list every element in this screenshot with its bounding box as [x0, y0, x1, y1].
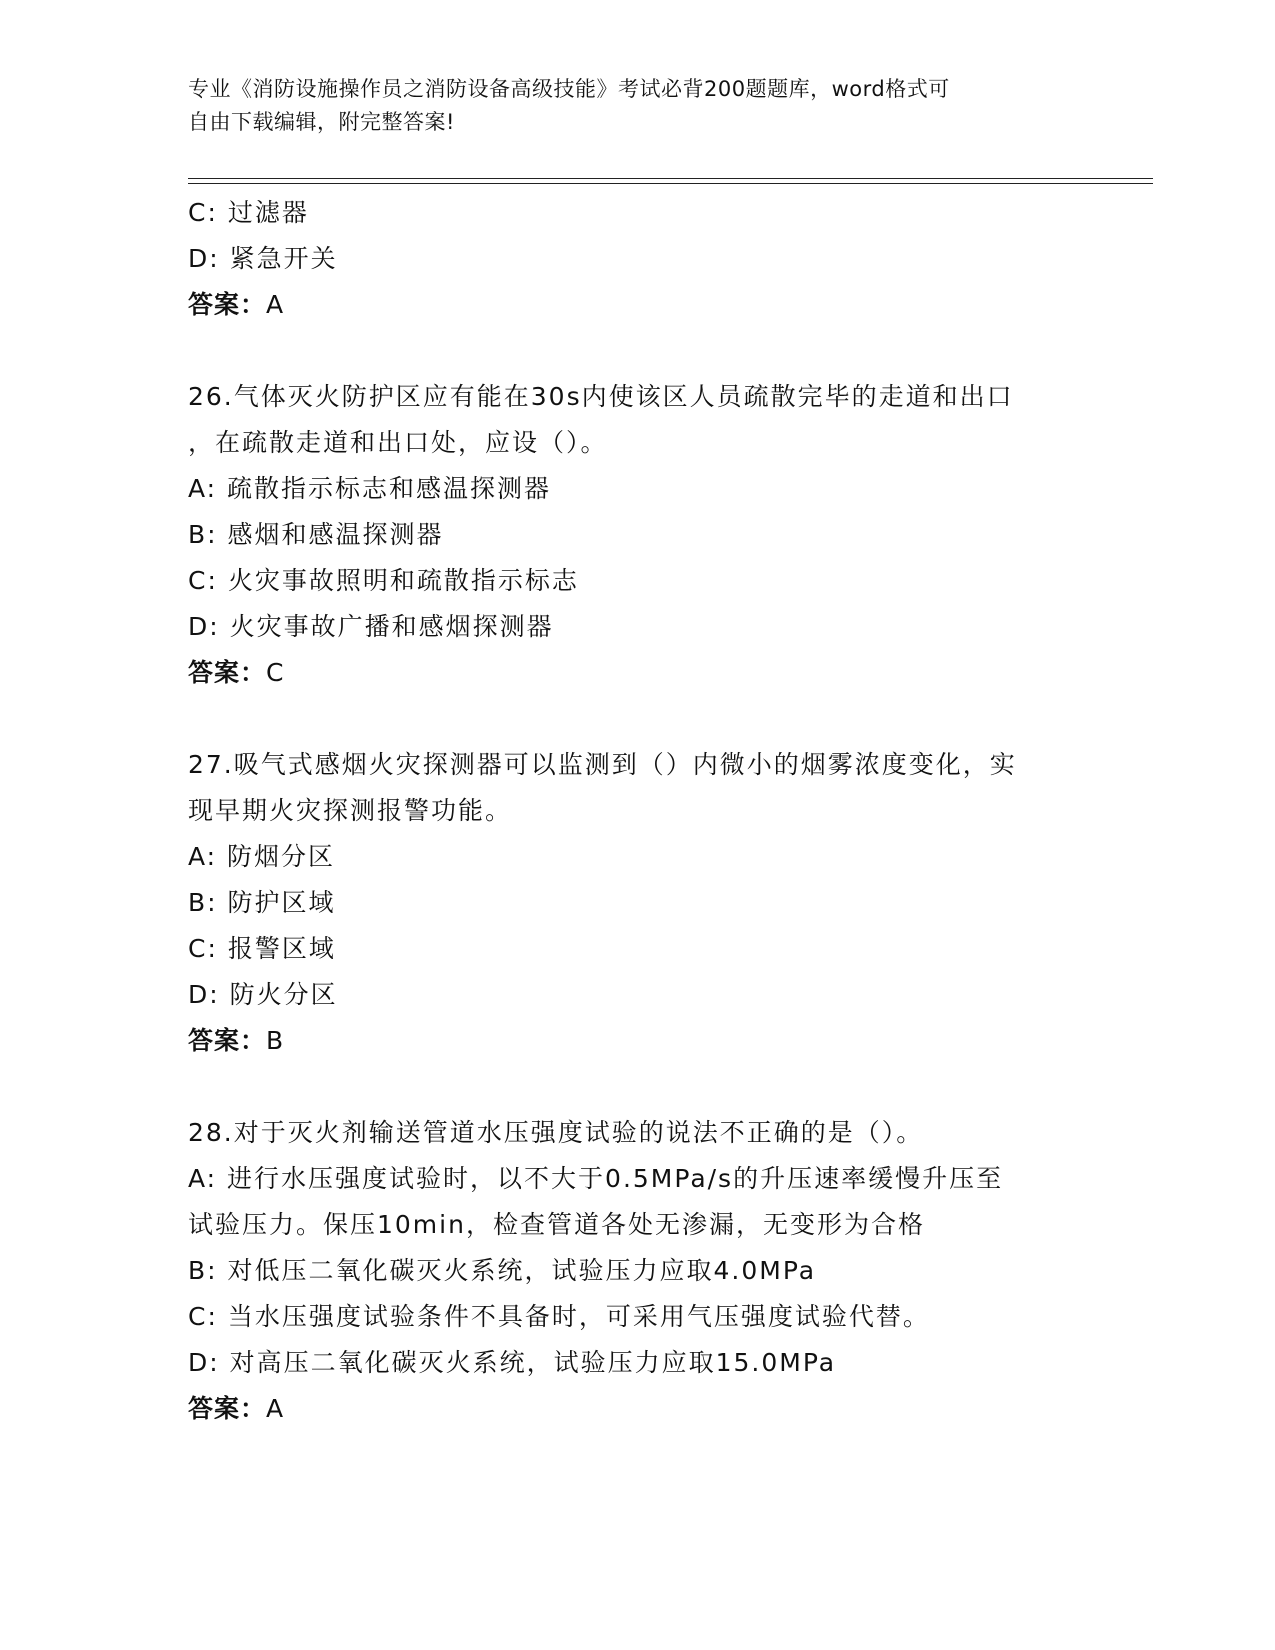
- option-b: B: 对低压二氧化碳灭火系统，试验压力应取4.0MPa: [188, 1256, 817, 1285]
- question-text: 27.吸气式感烟火灾探测器可以监测到（）内微小的烟雾浓度变化，实: [188, 750, 1017, 779]
- option-c: C: 过滤器: [188, 198, 309, 227]
- answer-label: 答案：: [188, 290, 267, 319]
- answer-line: [188, 1018, 1088, 1064]
- header-line-1: 专业《消防设施操作员之消防设备高级技能》考试必背200题题库，word格式可: [188, 77, 950, 101]
- header-line-2: 自由下载编辑，附完整答案!: [188, 110, 455, 134]
- option-d: D: 紧急开关: [188, 244, 338, 273]
- question-fragment: [188, 190, 1088, 328]
- option-a: A: 进行水压强度试验时，以不大于0.5MPa/s的升压速率缓慢升压至: [188, 1164, 1004, 1193]
- answer-value: C: [266, 658, 285, 687]
- option-d: D: 对高压二氧化碳灭火系统，试验压力应取15.0MPa: [188, 1348, 837, 1377]
- question-text: 28.对于灭火剂输送管道水压强度试验的说法不正确的是（）。: [188, 1118, 924, 1147]
- option-c: C: 报警区域: [188, 934, 336, 963]
- document-body: [188, 190, 1088, 1432]
- answer-label: 答案：: [188, 1026, 267, 1055]
- option-c: C: 火灾事故照明和疏散指示标志: [188, 566, 579, 595]
- answer-line: [188, 282, 1088, 328]
- answer-label: 答案：: [188, 1394, 267, 1423]
- answer-value: A: [266, 1394, 285, 1423]
- answer-label: 答案：: [188, 658, 267, 687]
- question-27: [188, 742, 1088, 1064]
- question-text: ，在疏散走道和出口处，应设（）。: [188, 428, 608, 457]
- option-d: D: 防火分区: [188, 980, 338, 1009]
- answer-line: [188, 1386, 1088, 1432]
- document-header: [188, 73, 1068, 139]
- option-b: B: 感烟和感温探测器: [188, 520, 444, 549]
- question-26: [188, 374, 1088, 696]
- question-text: 26.气体灭火防护区应有能在30s内使该区人员疏散完毕的走道和出口: [188, 382, 1014, 411]
- answer-value: B: [266, 1026, 285, 1055]
- header-divider: [188, 178, 1153, 184]
- option-d: D: 火灾事故广播和感烟探测器: [188, 612, 554, 641]
- option-c: C: 当水压强度试验条件不具备时，可采用气压强度试验代替。: [188, 1302, 930, 1331]
- question-text: 现早期火灾探测报警功能。: [188, 796, 513, 825]
- option-a-continued: 试验压力。保压10min，检查管道各处无渗漏，无变形为合格: [188, 1210, 925, 1239]
- option-a: A: 防烟分区: [188, 842, 336, 871]
- answer-value: A: [266, 290, 285, 319]
- option-b: B: 防护区域: [188, 888, 336, 917]
- answer-line: [188, 650, 1088, 696]
- option-a: A: 疏散指示标志和感温探测器: [188, 474, 552, 503]
- question-28: [188, 1110, 1088, 1432]
